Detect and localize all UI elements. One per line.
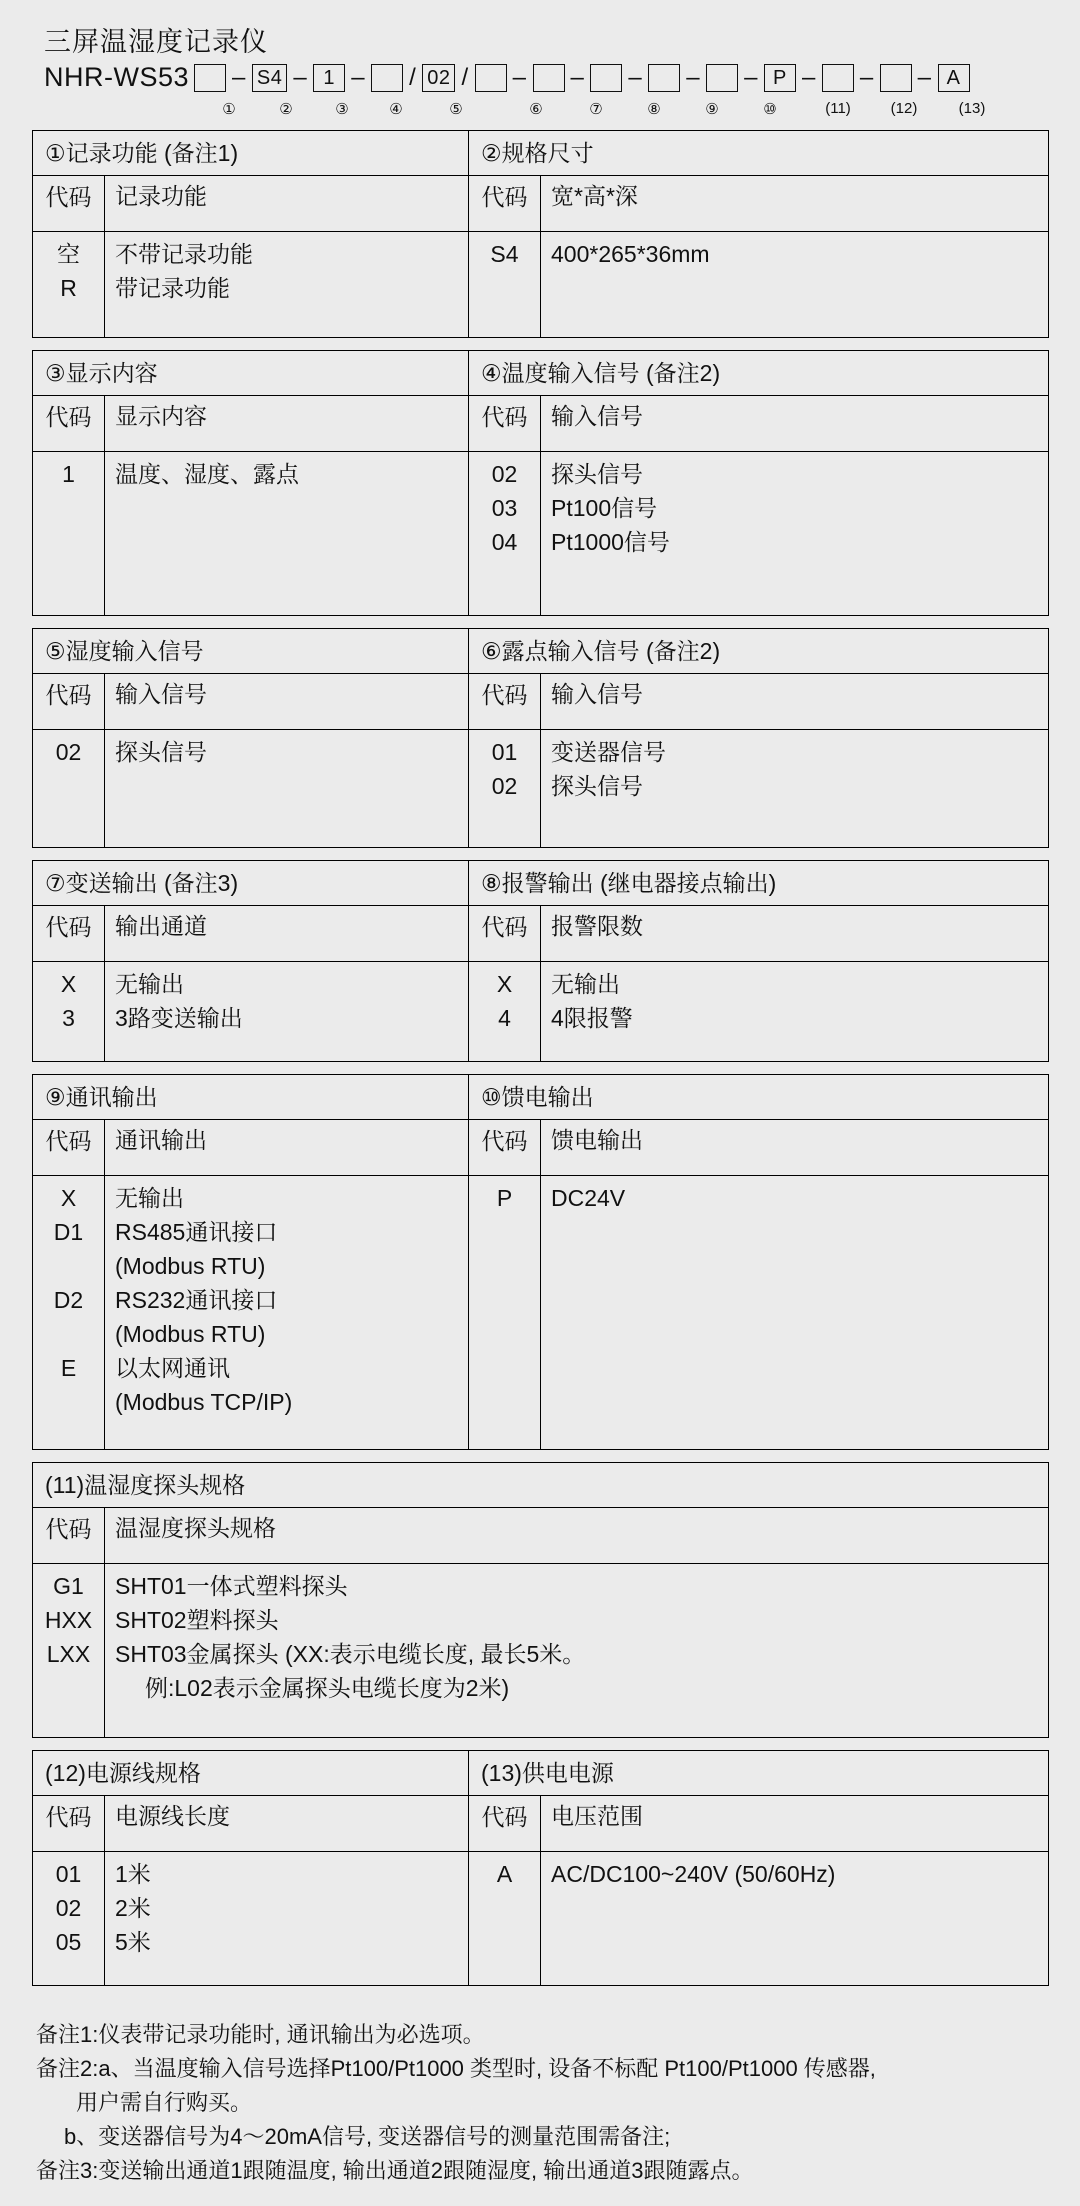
value-cell: AC/DC100~240V (50/60Hz) xyxy=(551,1861,836,1887)
marker-4: ④ xyxy=(389,101,403,118)
block-2-left-col2: 显示内容 xyxy=(105,396,469,452)
value-cell: DC24V xyxy=(551,1185,626,1211)
code-cell: LXX xyxy=(46,1641,91,1667)
code-cell: 02 xyxy=(491,773,518,799)
value-cell: (Modbus RTU) xyxy=(115,1253,266,1279)
value-cell: SHT02塑料探头 xyxy=(115,1607,279,1633)
power-left-codes xyxy=(33,1852,105,1986)
block-2-body-row xyxy=(33,452,1049,616)
marker-10: ⑩ xyxy=(763,101,777,118)
model-sep-13: – xyxy=(917,63,932,91)
code-cell: 4 xyxy=(498,1005,511,1031)
block-4-left-values xyxy=(105,962,469,1062)
block-5-right-col2: 馈电输出 xyxy=(541,1120,1049,1176)
block-2-left-header: ③显示内容 xyxy=(33,351,469,396)
block-3-subheader-row xyxy=(33,674,1049,730)
block-4-right-col2: 报警限数 xyxy=(541,906,1049,962)
block-1-header-row xyxy=(33,131,1049,176)
model-code-line xyxy=(44,62,973,93)
power-left-values xyxy=(105,1852,469,1986)
model-sep-2: – xyxy=(293,63,308,91)
model-box-8[interactable] xyxy=(590,64,622,92)
block-2-right-values xyxy=(541,452,1049,616)
block-4-header-row xyxy=(33,861,1049,906)
note-2a: 备注2:a、当温度输入信号选择Pt100/Pt1000 类型时, 设备不标配 Pt100/Pt1000 传感器, xyxy=(36,2056,876,2081)
code-cell: 05 xyxy=(55,1929,82,1955)
block-2-right-col2: 输入信号 xyxy=(541,396,1049,452)
block-5-header-row xyxy=(33,1075,1049,1120)
spec-block-power xyxy=(32,1750,1049,1986)
marker-1: ① xyxy=(222,101,236,118)
probe-col1: 代码 xyxy=(33,1508,105,1564)
page-title: 三屏温湿度记录仪 xyxy=(44,27,268,57)
block-2-right-codes xyxy=(469,452,541,616)
model-box-3[interactable]: 1 xyxy=(313,64,345,92)
value-cell: RS485通讯接口 xyxy=(115,1219,278,1245)
model-box-4[interactable] xyxy=(371,64,403,92)
marker-6: ⑥ xyxy=(529,101,543,118)
code-cell: HXX xyxy=(44,1607,93,1633)
power-right-values xyxy=(541,1852,1049,1986)
value-cell: 1米 xyxy=(115,1861,151,1887)
model-box-2[interactable]: S4 xyxy=(252,64,287,92)
marker-2: ② xyxy=(279,101,293,118)
spec-block-5 xyxy=(32,1074,1049,1450)
marker-11: (11) xyxy=(825,100,851,117)
block-1-left-header: ①记录功能 (备注1) xyxy=(33,131,469,176)
model-marker-row xyxy=(44,100,1044,124)
code-cell: 03 xyxy=(491,495,518,521)
value-cell: Pt1000信号 xyxy=(551,529,670,555)
code-cell: 02 xyxy=(55,1895,82,1921)
block-4-left-header: ⑦变送输出 (备注3) xyxy=(33,861,469,906)
code-cell: 02 xyxy=(55,739,82,765)
model-sep-11: – xyxy=(801,63,816,91)
block-3-body-row xyxy=(33,730,1049,848)
value-cell: 4限报警 xyxy=(551,1005,633,1031)
block-3-right-header: ⑥露点输入信号 (备注2) xyxy=(469,629,1049,674)
block-1-body-row xyxy=(33,232,1049,338)
spec-block-3 xyxy=(32,628,1049,848)
code-cell: 02 xyxy=(491,461,518,487)
code-cell: X xyxy=(60,971,77,997)
notes-section xyxy=(36,2018,1046,2188)
block-3-left-values xyxy=(105,730,469,848)
block-1-left-codes xyxy=(33,232,105,338)
note-1: 备注1:仪表带记录功能时, 通讯输出为必选项。 xyxy=(36,2022,485,2047)
block-1-right-codes xyxy=(469,232,541,338)
block-3-right-codes xyxy=(469,730,541,848)
block-3-right-col1: 代码 xyxy=(469,674,541,730)
block-1-right-col1: 代码 xyxy=(469,176,541,232)
marker-13: (13) xyxy=(958,100,986,117)
block-1-left-col1: 代码 xyxy=(33,176,105,232)
model-prefix: NHR-WS53 xyxy=(44,62,190,92)
probe-col2: 温湿度探头规格 xyxy=(105,1508,1049,1564)
value-cell: 变送器信号 xyxy=(551,739,666,765)
block-5-left-col1: 代码 xyxy=(33,1120,105,1176)
block-4-body-row xyxy=(33,962,1049,1062)
model-sep-3: – xyxy=(351,63,366,91)
code-cell-empty xyxy=(39,1317,98,1351)
model-sep-6: – xyxy=(512,63,527,91)
block-4-subheader-row xyxy=(33,906,1049,962)
model-sep-8: – xyxy=(628,63,643,91)
model-box-10[interactable] xyxy=(706,64,738,92)
code-cell: A xyxy=(496,1861,513,1887)
block-5-left-codes xyxy=(33,1176,105,1450)
value-cell: 2米 xyxy=(115,1895,151,1921)
spec-block-4 xyxy=(32,860,1049,1062)
block-4-left-codes xyxy=(33,962,105,1062)
spec-block-probe xyxy=(32,1462,1049,1738)
marker-7: ⑦ xyxy=(589,101,603,118)
value-cell: 无输出 xyxy=(115,971,184,997)
code-cell: 01 xyxy=(491,739,518,765)
code-cell: R xyxy=(60,275,77,301)
code-cell: D2 xyxy=(53,1287,84,1313)
value-cell: (Modbus RTU) xyxy=(115,1321,266,1347)
block-5-right-codes xyxy=(469,1176,541,1450)
code-cell: P xyxy=(496,1185,513,1211)
block-1-left-col2: 记录功能 xyxy=(105,176,469,232)
code-cell: 04 xyxy=(491,529,518,555)
model-box-6[interactable] xyxy=(475,64,507,92)
value-cell: SHT03金属探头 (XX:表示电缆长度, 最长5米。 xyxy=(115,1641,586,1667)
code-cell: X xyxy=(496,971,513,997)
value-cell: RS232通讯接口 xyxy=(115,1287,278,1313)
model-sep-10: – xyxy=(744,63,758,91)
block-2-left-codes xyxy=(33,452,105,616)
block-4-right-codes xyxy=(469,962,541,1062)
power-subheader-row xyxy=(33,1796,1049,1852)
block-5-right-header: ⑩馈电输出 xyxy=(469,1075,1049,1120)
probe-codes xyxy=(33,1564,105,1738)
value-cell: 3路变送输出 xyxy=(115,1005,243,1031)
block-3-left-col2: 输入信号 xyxy=(105,674,469,730)
code-cell: D1 xyxy=(53,1219,84,1245)
block-3-header-row xyxy=(33,629,1049,674)
model-sep-12: – xyxy=(859,63,874,91)
model-sep-7: – xyxy=(570,63,585,91)
code-cell: 3 xyxy=(62,1005,75,1031)
spec-block-1 xyxy=(32,130,1049,338)
power-left-header: (12)电源线规格 xyxy=(33,1751,469,1796)
value-cell: 探头信号 xyxy=(551,461,643,487)
value-cell: 不带记录功能 xyxy=(115,241,253,267)
value-cell: 无输出 xyxy=(551,971,620,997)
code-cell: 空 xyxy=(57,241,80,267)
code-cell: E xyxy=(60,1355,77,1381)
model-box-7[interactable] xyxy=(533,64,565,92)
power-header-row xyxy=(33,1751,1049,1796)
block-2-right-col1: 代码 xyxy=(469,396,541,452)
block-3-left-header: ⑤湿度输入信号 xyxy=(33,629,469,674)
marker-9: ⑨ xyxy=(705,101,719,118)
code-cell: G1 xyxy=(53,1573,84,1599)
power-right-col2: 电压范围 xyxy=(541,1796,1049,1852)
block-1-right-header: ②规格尺寸 xyxy=(469,131,1049,176)
block-3-right-col2: 输入信号 xyxy=(541,674,1049,730)
value-cell: 温度、湿度、露点 xyxy=(115,461,299,487)
block-4-left-col1: 代码 xyxy=(33,906,105,962)
probe-subheader-row xyxy=(33,1508,1049,1564)
model-sep-5: / xyxy=(461,63,469,91)
block-2-left-values xyxy=(105,452,469,616)
model-box-14[interactable]: A xyxy=(938,64,970,92)
model-box-12[interactable] xyxy=(822,64,854,92)
value-cell: 例:L02表示金属探头电缆长度为2米) xyxy=(145,1675,510,1701)
block-5-left-col2: 通讯输出 xyxy=(105,1120,469,1176)
marker-8: ⑧ xyxy=(647,101,661,118)
value-cell: SHT01一体式塑料探头 xyxy=(115,1573,348,1599)
block-3-right-values xyxy=(541,730,1049,848)
marker-12: (12) xyxy=(890,100,918,117)
code-cell: X xyxy=(60,1185,77,1211)
note-3: 备注3:变送输出通道1跟随温度, 输出通道2跟随湿度, 输出通道3跟随露点。 xyxy=(36,2158,754,2183)
model-box-1[interactable] xyxy=(194,64,226,92)
model-sep-4: / xyxy=(409,63,417,91)
block-2-right-header: ④温度输入信号 (备注2) xyxy=(469,351,1049,396)
power-right-col1: 代码 xyxy=(469,1796,541,1852)
block-5-left-header: ⑨通讯输出 xyxy=(33,1075,469,1120)
block-5-left-values xyxy=(105,1176,469,1450)
model-box-11[interactable]: P xyxy=(764,64,796,92)
code-cell-empty xyxy=(39,1249,98,1283)
model-box-13[interactable] xyxy=(880,64,912,92)
power-left-col2: 电源线长度 xyxy=(105,1796,469,1852)
value-cell: 带记录功能 xyxy=(115,275,230,301)
marker-3: ③ xyxy=(335,101,349,118)
block-4-left-col2: 输出通道 xyxy=(105,906,469,962)
value-cell: 无输出 xyxy=(115,1185,184,1211)
block-1-right-values xyxy=(541,232,1049,338)
code-cell: 01 xyxy=(55,1861,82,1887)
block-5-right-values xyxy=(541,1176,1049,1450)
note-2a-cont: 用户需自行购买。 xyxy=(76,2090,253,2115)
power-body-row xyxy=(33,1852,1049,1986)
note-2b: b、变送器信号为4〜20mA信号, 变送器信号的测量范围需备注; xyxy=(64,2124,671,2149)
block-4-right-col1: 代码 xyxy=(469,906,541,962)
value-cell: 5米 xyxy=(115,1929,151,1955)
spec-tables xyxy=(32,130,1048,1986)
block-2-header-row xyxy=(33,351,1049,396)
block-3-left-col1: 代码 xyxy=(33,674,105,730)
power-left-col1: 代码 xyxy=(33,1796,105,1852)
block-4-right-values xyxy=(541,962,1049,1062)
block-3-left-codes xyxy=(33,730,105,848)
block-5-right-col1: 代码 xyxy=(469,1120,541,1176)
model-box-9[interactable] xyxy=(648,64,680,92)
block-5-subheader-row xyxy=(33,1120,1049,1176)
block-1-right-col2: 宽*高*深 xyxy=(541,176,1049,232)
value-cell: 探头信号 xyxy=(551,773,643,799)
marker-5: ⑤ xyxy=(449,101,463,118)
block-1-left-values xyxy=(105,232,469,338)
model-box-5[interactable]: 02 xyxy=(422,64,455,92)
block-1-subheader-row xyxy=(33,176,1049,232)
code-cell: 1 xyxy=(62,461,75,487)
block-2-left-col1: 代码 xyxy=(33,396,105,452)
code-cell: S4 xyxy=(490,241,519,267)
value-cell: 400*265*36mm xyxy=(551,241,710,267)
probe-values xyxy=(105,1564,1049,1738)
probe-body-row xyxy=(33,1564,1049,1738)
probe-header: (11)温湿度探头规格 xyxy=(33,1463,1049,1508)
block-4-right-header: ⑧报警输出 (继电器接点输出) xyxy=(469,861,1049,906)
probe-header-row xyxy=(33,1463,1049,1508)
value-cell: 以太网通讯 xyxy=(115,1355,230,1381)
value-cell: Pt100信号 xyxy=(551,495,658,521)
block-5-body-row xyxy=(33,1176,1049,1450)
value-cell: 探头信号 xyxy=(115,739,207,765)
model-sep-1: – xyxy=(232,63,246,91)
model-sep-9: – xyxy=(686,63,701,91)
value-cell: (Modbus TCP/IP) xyxy=(115,1389,293,1415)
power-right-codes xyxy=(469,1852,541,1986)
block-2-subheader-row xyxy=(33,396,1049,452)
power-right-header: (13)供电电源 xyxy=(469,1751,1049,1796)
spec-block-2 xyxy=(32,350,1049,616)
